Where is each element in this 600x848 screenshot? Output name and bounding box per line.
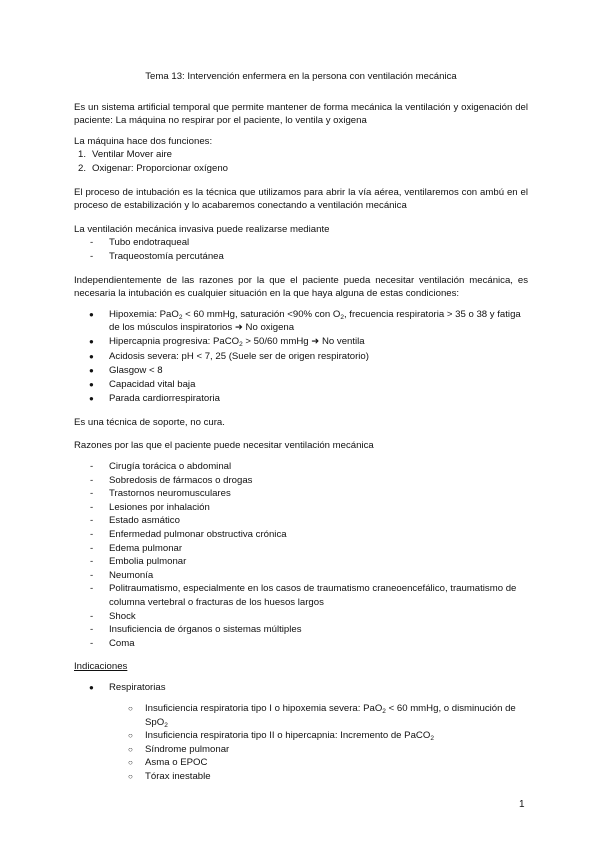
list-item: - Edema pulmonar bbox=[90, 542, 183, 554]
circle-bullet-icon: ○ bbox=[128, 731, 133, 741]
list-item: 1. Ventilar Mover aire bbox=[78, 149, 172, 161]
list-item-hipercapnia: ● Hipercapnia progresiva: PaCO$_2$ > 50/60 mmHg ➜ No ventila bbox=[89, 336, 365, 349]
conditions-intro: Independientemente de las razones por la que el paciente pueda necesitar ventilación mecánica, es necesaria la intubación es cualquier situación en la que haya alguna de estas condiciones: bbox=[74, 274, 528, 300]
list-item: - Shock bbox=[90, 610, 136, 622]
conditions-list bbox=[74, 308, 528, 406]
list-item: ○ Asma o EPOC bbox=[128, 757, 208, 769]
intubation-paragraph: El proceso de intubación es la técnica que utilizamos para abrir la vía aérea, ventilaremos con ambú en el proceso de estabilización y lo acabaremos conectando a ventilación mecánica bbox=[74, 186, 528, 212]
bullet-icon: ● bbox=[89, 365, 94, 375]
circle-bullet-icon: ○ bbox=[128, 704, 133, 714]
circle-bullet-icon: ○ bbox=[128, 772, 133, 782]
list-item: - Enfermedad pulmonar obstructiva crónica bbox=[90, 529, 287, 541]
list-item-tipo2: ○ Insuficiencia respiratoria tipo II o hipercapnia: Incremento de PaCO$_2$ bbox=[128, 730, 434, 743]
list-number: 2. bbox=[78, 162, 87, 174]
functions-list bbox=[74, 148, 528, 175]
list-number: 1. bbox=[78, 149, 87, 161]
list-item-tipo1: ○ Insuficiencia respiratoria tipo I o hipoxemia severa: PaO$_2$ < 60 mmHg, o disminución de SpO$_2$ bbox=[128, 703, 516, 729]
bullet-icon: ● bbox=[89, 379, 94, 389]
bullet-icon: ● bbox=[89, 351, 94, 361]
indications-heading: Indicaciones bbox=[74, 661, 128, 673]
bullet-icon: ● bbox=[89, 682, 94, 692]
list-item: ○ Tórax inestable bbox=[128, 771, 211, 783]
list-item: - Traqueostomía percutánea bbox=[90, 250, 224, 262]
reasons-intro: Razones por las que el paciente puede necesitar ventilación mecánica bbox=[74, 440, 374, 452]
circle-bullet-icon: ○ bbox=[128, 744, 133, 754]
document-page bbox=[74, 70, 528, 784]
invasive-list bbox=[74, 236, 528, 263]
support-paragraph: Es una técnica de soporte, no cura. bbox=[74, 416, 225, 428]
reasons-list bbox=[74, 460, 528, 650]
list-item: ● Acidosis severa: pH < 7, 25 (Suele ser de origen respiratorio) bbox=[89, 350, 369, 362]
bullet-icon: ● bbox=[89, 393, 94, 403]
list-item: - Estado asmático bbox=[90, 515, 180, 527]
list-item: ● Glasgow < 8 bbox=[89, 364, 163, 376]
functions-intro: La máquina hace dos funciones: bbox=[74, 135, 213, 147]
list-item: ● Capacidad vital baja bbox=[89, 378, 196, 390]
list-item: - Tubo endotraqueal bbox=[90, 237, 190, 249]
invasive-intro: La ventilación mecánica invasiva puede realizarse mediante bbox=[74, 223, 330, 235]
list-item: - Insuficiencia de órganos o sistemas múltiples bbox=[90, 624, 302, 636]
list-item: - Embolia pulmonar bbox=[90, 556, 187, 568]
circle-bullet-icon: ○ bbox=[128, 758, 133, 768]
list-item: - Sobredosis de fármacos o drogas bbox=[90, 474, 253, 486]
list-item: - Lesiones por inhalación bbox=[90, 501, 210, 513]
list-item-respiratorias: ● Respiratorias bbox=[89, 681, 166, 693]
list-item: - Trastornos neuromusculares bbox=[90, 488, 231, 500]
page-title: Tema 13: Intervención enfermera en la persona con ventilación mecánica bbox=[145, 71, 457, 82]
list-item: - Coma bbox=[90, 637, 135, 649]
list-item: 2. Oxigenar: Proporcionar oxígeno bbox=[78, 162, 228, 174]
bullet-icon: ● bbox=[89, 309, 94, 319]
indications-list bbox=[74, 681, 528, 695]
list-item: ● Parada cardiorrespiratoria bbox=[89, 392, 220, 404]
list-item-hipoxemia: ● Hipoxemia: PaO$_2$ < 60 mmHg, saturación <90% con $O_2$, frecuencia respiratoria > 35 o 38 y fatiga de los músculos inspiratorios ➜ No oxigena bbox=[89, 308, 521, 334]
list-item: ○ Síndrome pulmonar bbox=[128, 743, 230, 755]
list-item: - Politraumatismo, especialmente en los casos de traumatismo craneoencefálico, traumatismo de columna vertebral o fracturas de los huesos largos bbox=[90, 583, 517, 608]
respiratory-sublist bbox=[74, 702, 528, 784]
list-item: - Neumonía bbox=[90, 569, 154, 581]
bullet-icon: ● bbox=[89, 337, 94, 347]
list-item: - Cirugía torácica o abdominal bbox=[90, 461, 232, 473]
page-number: 1 bbox=[519, 799, 525, 810]
intro-paragraph: Es un sistema artificial temporal que permite mantener de forma mecánica la ventilación y oxigenación del paciente: La máquina no respirar por el paciente, lo ventila y oxigena bbox=[74, 101, 528, 127]
